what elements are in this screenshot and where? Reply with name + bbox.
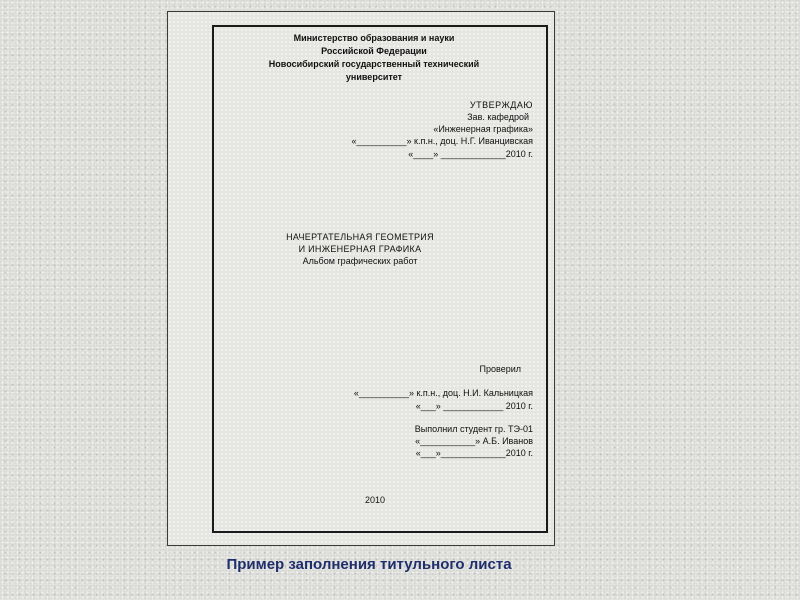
institution-line-1: Министерство образования и науки — [293, 33, 455, 43]
document-year: 2010 — [364, 495, 386, 505]
document-title-line-1: НАЧЕРТАТЕЛЬНАЯ ГЕОМЕТРИЯ — [286, 232, 434, 242]
checked-heading: Проверил — [479, 364, 521, 374]
checked-date: «___» ____________ 2010 г. — [415, 401, 533, 411]
checked-signer: «__________» к.п.н., доц. Н.И. Кальницкая — [353, 388, 533, 398]
completed-date: «___»_____________2010 г. — [415, 448, 533, 458]
approval-heading: УТВЕРЖДАЮ — [469, 100, 533, 110]
approval-position: Зав. кафедрой — [467, 112, 529, 122]
approval-department: «Инженерная графика» — [433, 124, 533, 134]
approval-signer: «__________» к.п.н., доц. Н.Г. Иванцивская — [351, 136, 533, 146]
document-subtitle: Альбом графических работ — [302, 256, 418, 266]
institution-line-2: Российской Федерации — [321, 46, 427, 56]
completed-signer: «___________» А.Б. Иванов — [415, 436, 533, 446]
completed-heading: Выполнил студент гр. ТЭ-01 — [414, 424, 533, 434]
document-title-line-2: И ИНЖЕНЕРНАЯ ГРАФИКА — [298, 244, 422, 254]
slide-caption: Пример заполнения титульного листа — [226, 556, 512, 573]
approval-date: «____» _____________2010 г. — [408, 149, 533, 159]
institution-line-3: Новосибирский государственный технический — [268, 59, 480, 69]
institution-line-4: университет — [345, 72, 403, 82]
